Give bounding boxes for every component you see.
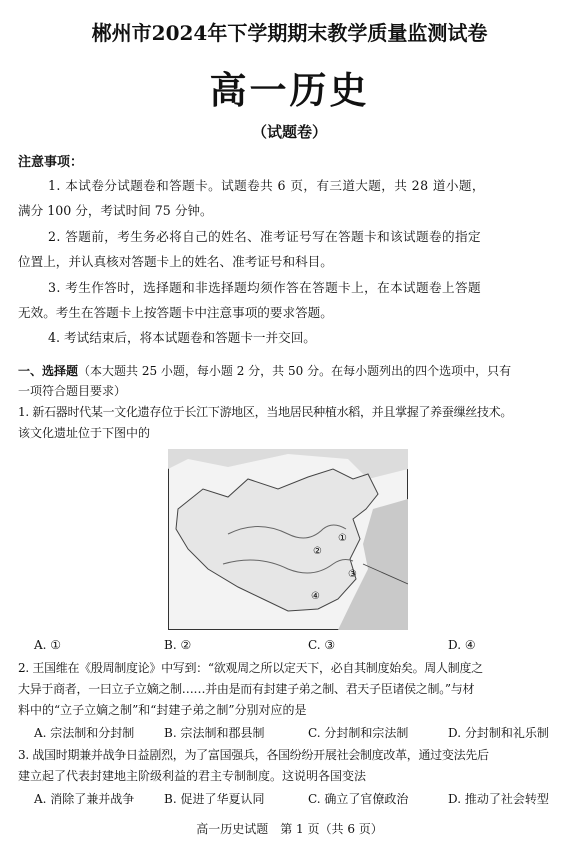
notes-line: 1. 本试卷分试题卷和答题卡。试题卷共 6 页，有三道大题，共 28 道小题， (48, 178, 485, 193)
question-3-line: 建立起了代表封建地主阶级利益的君主专制制度。这说明各国变法 (18, 769, 367, 783)
exam-title: 郴州市2024年下学期期末教学质量监测试卷 (91, 21, 488, 45)
q3-option-a: A. 消除了兼并战争 (34, 792, 135, 806)
section-title: 一、选择题 (18, 364, 79, 378)
section-desc-2: 一项符合题目要求） (18, 384, 127, 398)
section-desc: （本大题共 25 小题，每小题 2 分，共 50 分。在每小题列出的四个选项中，只有 (78, 364, 512, 378)
question-1-line: 该文化遗址位于下图中的 (18, 426, 151, 440)
notes-heading: 注意事项： (18, 155, 84, 170)
q3-option-b: B. 促进了华夏认同 (164, 792, 265, 806)
q1-option-c: C. ③ (308, 638, 336, 652)
map-marker: ② (313, 546, 322, 557)
q1-option-a: A. ① (34, 638, 62, 652)
notes-line: 无效。考生在答题卡上按答题卡中注意事项的要求答题。 (18, 305, 333, 320)
section-heading (18, 362, 563, 380)
q3-option-c: C. 确立了官僚政治 (308, 792, 409, 806)
q2-option-b: B. 宗法制和郡县制 (164, 726, 265, 740)
q2-option-c: C. 分封制和宗法制 (308, 726, 409, 740)
paper-type: （试题卷） (251, 123, 327, 141)
question-3-line: 3. 战国时期兼并战争日益剧烈，为了富国强兵，各国纷纷开展社会制度改革，通过变法先后 (18, 748, 489, 762)
notes-line: 2. 答题前，考生务必将自己的姓名、准考证号写在答题卡和该试题卷的指定 (48, 229, 482, 244)
q3-option-d: D. 推动了社会转型 (448, 792, 549, 806)
question-2-line: 2. 王国维在《殷周制度论》中写到：“欲观周之所以定天下，必自其制度始矣。周人制度之 (18, 661, 483, 675)
map-marker: ④ (311, 591, 320, 602)
china-map (168, 449, 408, 630)
notes-line: 满分 100 分，考试时间 75 分钟。 (18, 203, 213, 218)
q2-option-a: A. 宗法制和分封制 (34, 726, 135, 740)
notes-line: 3. 考生作答时，选择题和非选择题均须作答在答题卡上，在本试题卷上答题 (48, 280, 482, 295)
question-1-line: 1. 新石器时代某一文化遗存位于长江下游地区，当地居民种植水稻，并且掌握了养蚕缫丝技术。 (18, 405, 513, 419)
notes-line: 位置上，并认真核对答题卡上的姓名、准考证号和科目。 (18, 254, 333, 269)
q1-option-b: B. ② (164, 638, 192, 652)
question-2-line: 大异于商者，一曰立子立嫡之制……并由是而有封建子弟之制、君天子臣诸侯之制。”与材 (18, 682, 475, 696)
subject-title: 高一历史 (209, 69, 370, 112)
page-footer: 高一历史试题 第 1 页（共 6 页） (196, 822, 383, 836)
question-2-line: 料中的“立子立嫡之制”和“封建子弟之制”分别对应的是 (18, 703, 307, 717)
q2-option-d: D. 分封制和礼乐制 (448, 726, 549, 740)
map-marker: ① (338, 533, 347, 544)
map-marker: ③ (348, 569, 357, 580)
q1-option-d: D. ④ (448, 638, 476, 652)
notes-line: 4. 考试结束后，将本试题卷和答题卡一并交回。 (48, 330, 316, 345)
